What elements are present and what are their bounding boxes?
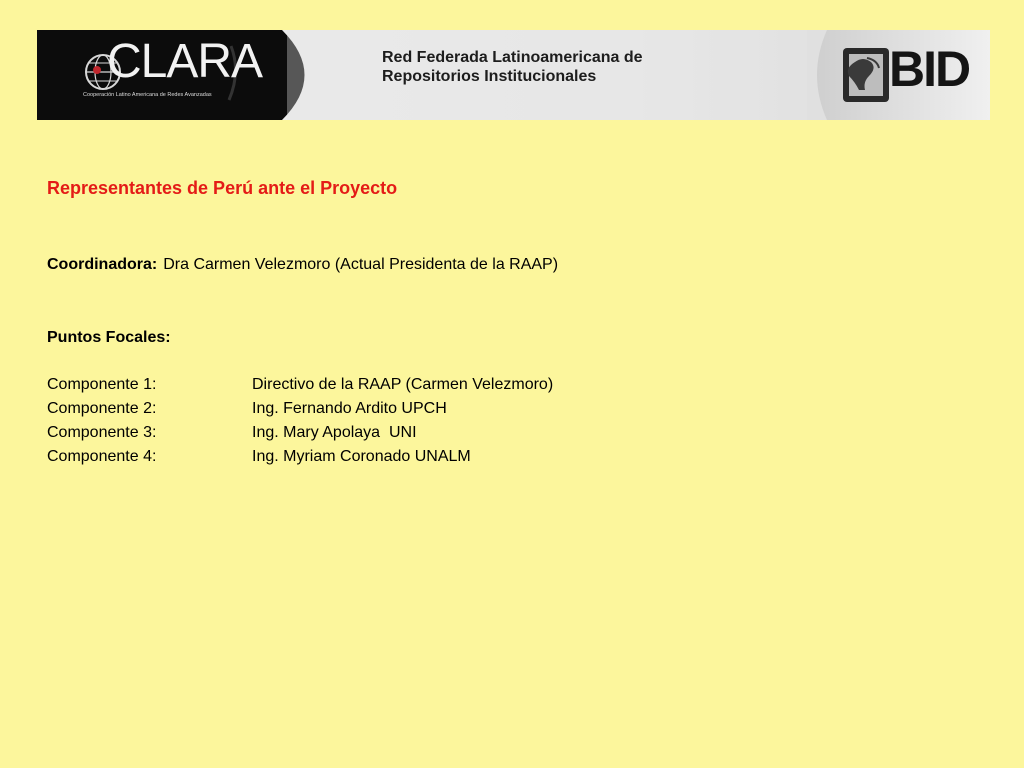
banner-title-line-1: Red Federada Latinoamericana de <box>382 49 643 66</box>
component-label: Componente 2: <box>47 400 157 417</box>
component-label: Componente 4: <box>47 448 157 465</box>
bid-logo-text: BID <box>889 41 970 97</box>
component-value: Ing. Fernando Ardito UPCH <box>252 400 447 417</box>
clara-logo-text: CLARA <box>107 35 263 88</box>
coordinator-value: Dra Carmen Velezmoro (Actual Presidenta de la RAAP) <box>163 256 559 273</box>
list-item <box>47 447 747 471</box>
focal-points-heading: Puntos Focales: <box>47 329 171 346</box>
banner-title <box>382 48 643 86</box>
coordinator-line <box>47 256 558 274</box>
list-item <box>47 399 747 423</box>
list-item <box>47 423 747 447</box>
section-title: Representantes de Perú ante el Proyecto <box>47 178 398 198</box>
component-label: Componente 3: <box>47 424 157 441</box>
component-value: Ing. Myriam Coronado UNALM <box>252 448 471 465</box>
list-item <box>47 375 747 399</box>
banner-title-line-2: Repositorios Institucionales <box>382 68 597 85</box>
header-banner <box>37 30 990 120</box>
component-label: Componente 1: <box>47 376 157 393</box>
coordinator-label: Coordinadora: <box>47 256 158 273</box>
components-list <box>47 375 747 471</box>
component-value: Ing. Mary Apolaya UNI <box>252 424 417 441</box>
clara-logo-tagline: Cooperación Latino Americana de Redes Avanzadas <box>83 92 212 98</box>
component-value: Directivo de la RAAP (Carmen Velezmoro) <box>252 376 554 393</box>
